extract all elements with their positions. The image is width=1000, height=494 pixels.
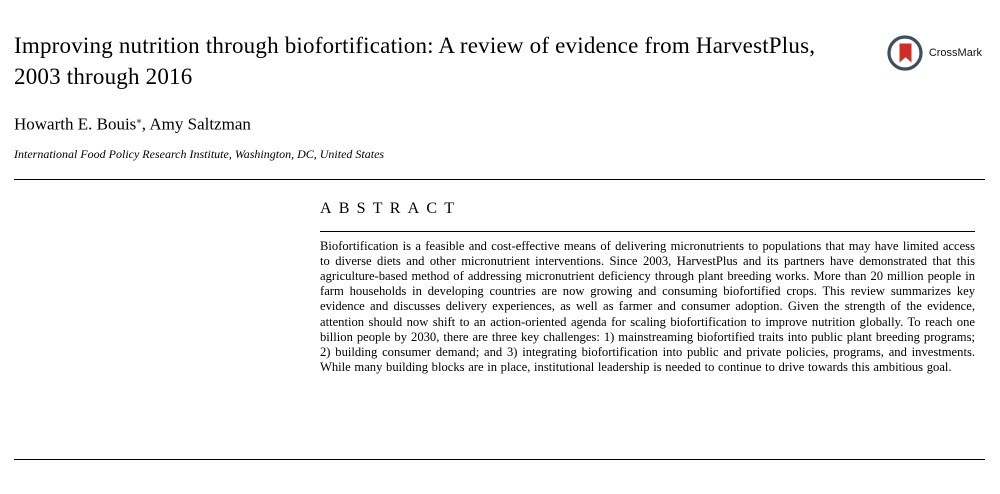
author-footnote-mark: ⁎ — [136, 114, 142, 126]
crossmark-icon — [886, 34, 924, 72]
author-name: Amy Saltzman — [149, 114, 251, 134]
abstract-divider — [320, 231, 975, 232]
abstract-section — [320, 200, 975, 376]
abstract-heading: ABSTRACT — [320, 199, 462, 217]
paper-title: Improving nutrition through biofortification: A review of evidence from HarvestPlus, 2003 through 2016 — [14, 33, 816, 89]
author-separator: , — [141, 114, 150, 134]
affiliation: International Food Policy Research Institute, Washington, DC, United States — [14, 146, 385, 161]
divider-top — [14, 179, 985, 180]
abstract-text: Biofortification is a feasible and cost-effective means of delivering micronutrients to populations that may have limited access to diverse diets and other micronutrient interventions. Since 2003, HarvestPlus and its partners have demonstrated that this agriculture-based method of addressing micronutrient deficiency through plant breeding works. More than 20 million people in farm households in developing countries are now growing and consuming biofortified crops. This review summarizes key evidence and discusses delivery experiences, as well as farmer and consumer adoption. Given the strength of the evidence, attention should now shift to an action-oriented agenda for scaling biofortification to improve nutrition globally. To reach one billion people by 2030, there are three key challenges: 1) mainstreaming biofortified traits into public plant breeding programs; 2) building consumer demand; and 3) integrating biofortification into public and private policies, programs, and investments. While many building blocks are in place, institutional leadership is needed to continue to drive towards this ambitious goal. — [320, 238, 975, 375]
divider-bottom — [14, 459, 985, 460]
author-name: Howarth E. Bouis — [14, 114, 137, 134]
authors-line — [14, 110, 1000, 135]
crossmark-badge[interactable] — [886, 34, 982, 72]
crossmark-label: CrossMark — [928, 47, 982, 59]
header-row — [0, 0, 1000, 92]
